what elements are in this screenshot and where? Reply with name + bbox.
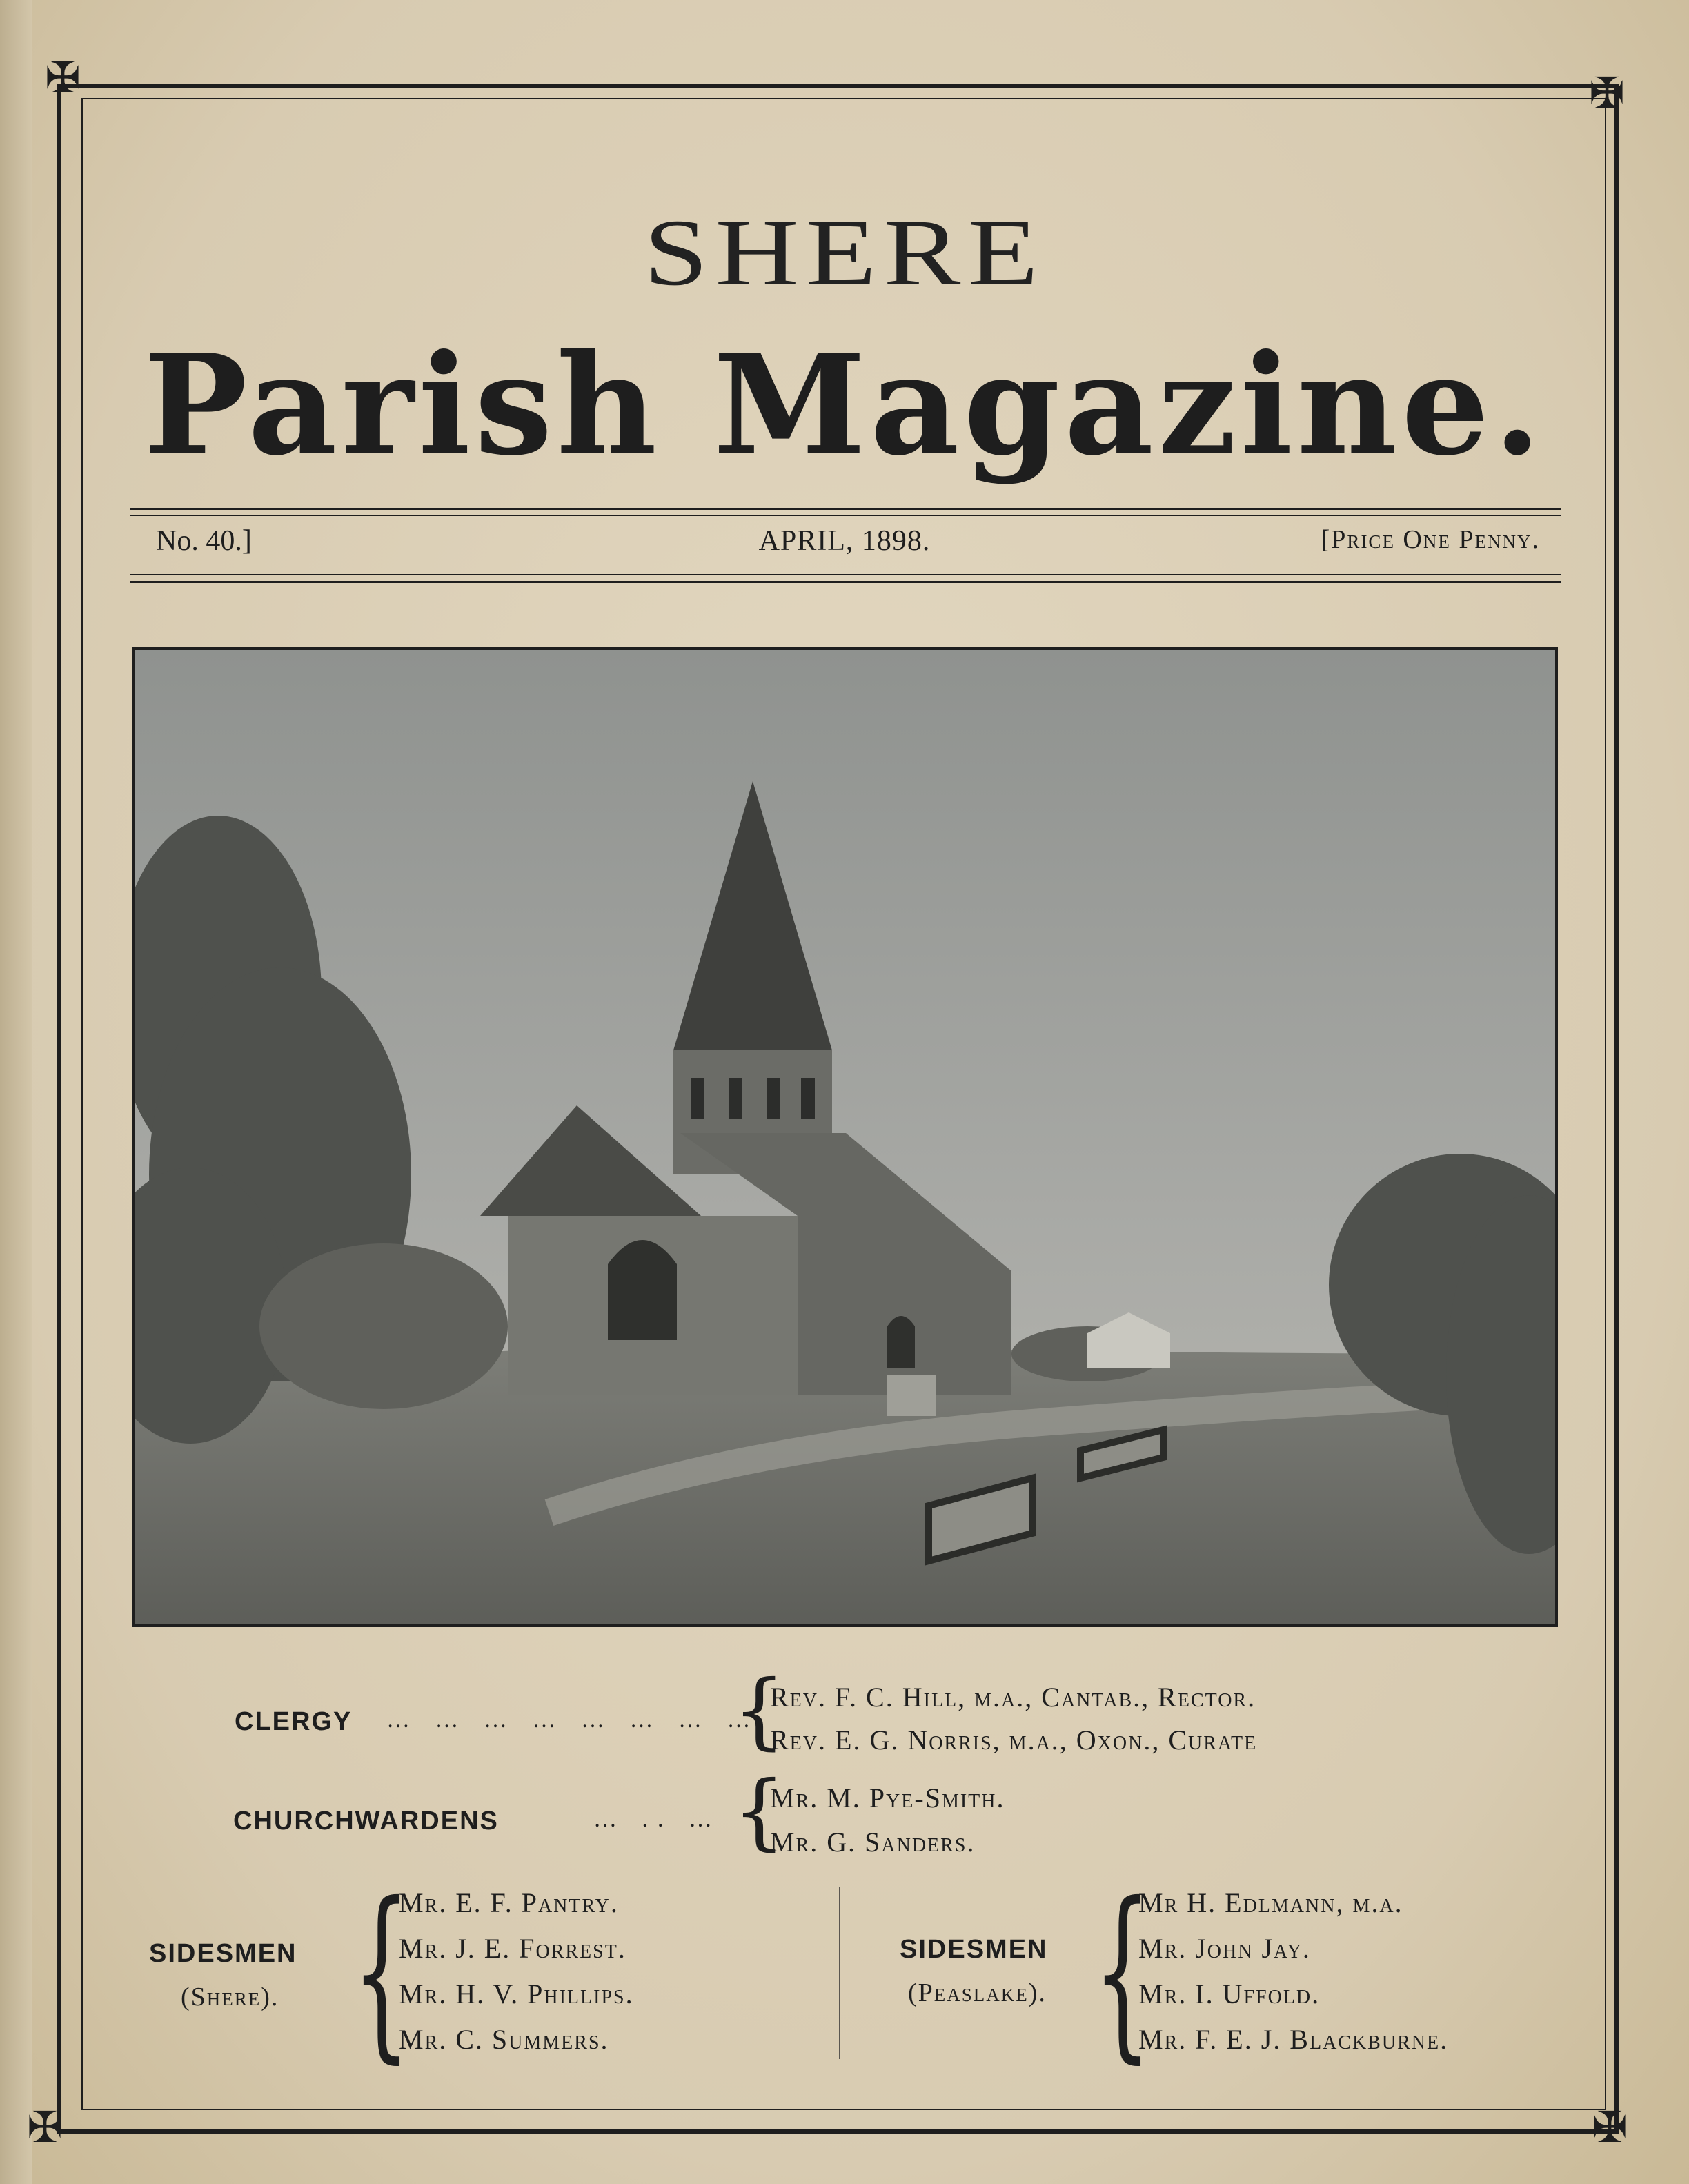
clergy-member: Rev. F. C. Hill, m.a., Cantab., Rector. [770,1682,1256,1713]
cross-ornament-icon: ✠ [1592,2102,1628,2152]
masthead-title-shere: SHERE [643,199,1046,306]
clergy-member: Rev. E. G. Norris, m.a., Oxon., Curate [770,1724,1258,1755]
churchwarden-member: Mr. M. Pye-Smith. [770,1782,1005,1813]
sidesmen-shere-place: (Shere). [181,1983,279,2011]
churchwarden-member: Mr. G. Sanders. [770,1827,976,1858]
cross-ornament-icon: ✠ [45,52,81,103]
sidesmen-shere-label: SIDESMEN [149,1939,297,1968]
header-rule [130,508,1561,510]
header-rule [130,574,1561,575]
brace: { [352,1862,411,2080]
sidesman-shere-member: Mr. J. E. Forrest. [399,1933,626,1964]
sidesman-peaslake-member: Mr. I. Uffold. [1138,1978,1321,2009]
clergy-label: CLERGY [235,1707,353,1736]
column-divider [839,1887,840,2059]
cross-ornament-icon: ✠ [27,2102,63,2152]
sidesman-shere-member: Mr. C. Summers. [399,2024,609,2055]
churchwardens-label: CHURCHWARDENS [233,1807,499,1836]
brace: { [1093,1862,1152,2080]
sidesman-peaslake-member: Mr. John Jay. [1138,1933,1311,1964]
sidesman-shere-member: Mr. E. F. Pantry. [399,1887,619,1918]
masthead-title-parish-magazine: Parish Magazine. [144,324,1545,486]
issue-date: APRIL, 1898. [758,525,931,557]
issue-number: No. 40.] [156,525,252,557]
issue-price: [Price One Penny. [1321,525,1540,554]
sidesmen-peaslake-label: SIDESMEN [900,1935,1048,1964]
leader-dots: … … … … … … … … [386,1707,760,1733]
sidesmen-peaslake-place: (Peaslake). [908,1978,1047,2007]
sidesman-peaslake-member: Mr H. Edlmann, m.a. [1138,1887,1403,1918]
cross-ornament-icon: ✠ [1589,68,1625,118]
sidesman-peaslake-member: Mr. F. E. J. Blackburne. [1138,2024,1449,2055]
leader-dots: … .. … [593,1807,722,1832]
brace: { [733,1663,786,1759]
header-rule [130,581,1561,583]
church-engraving [132,647,1558,1627]
sidesman-shere-member: Mr. H. V. Phillips. [399,1978,634,2009]
brace: { [733,1764,786,1860]
header-rule [130,515,1561,516]
